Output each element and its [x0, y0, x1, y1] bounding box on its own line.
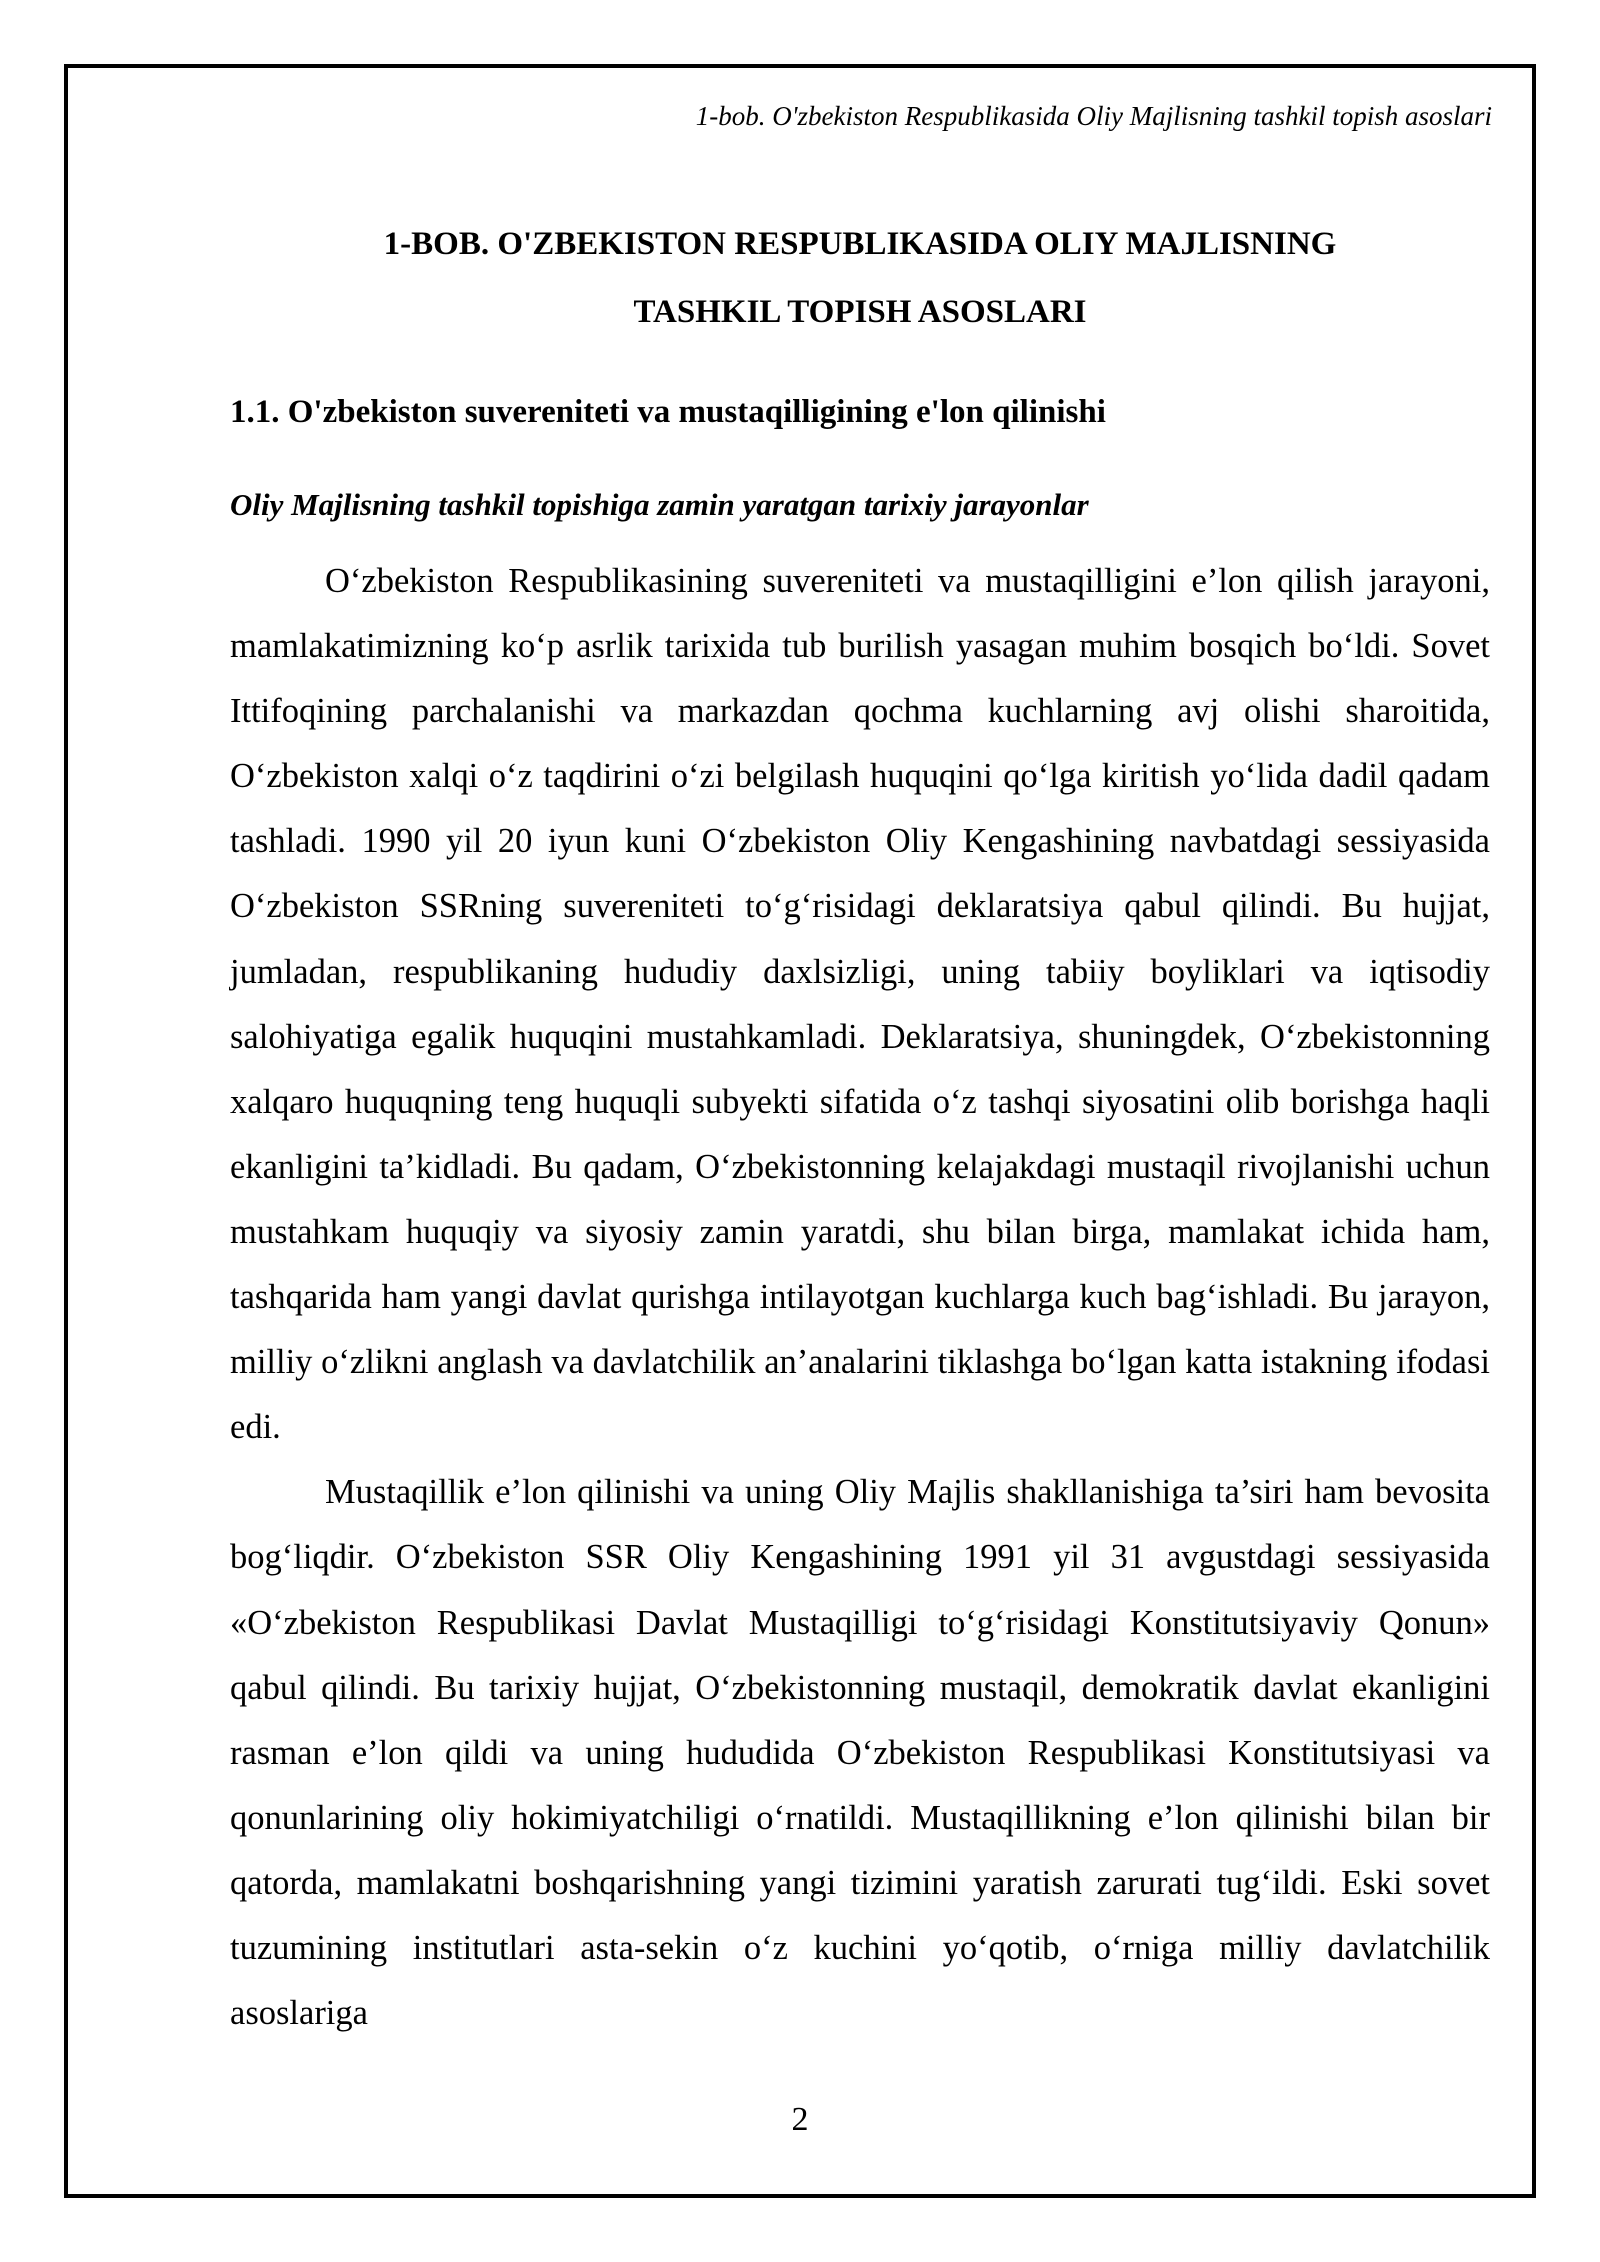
- page-number: 2: [791, 2101, 809, 2138]
- chapter-title: [230, 210, 1490, 346]
- paragraph-2: Mustaqillik e’lon qilinishi va uning Oliy Majlis shakllanishiga ta’siri ham bevosita bog‘liqdir. O‘zbekiston SSR Oliy Kengashining 1991 yil 31 avgustdagi sessiyasida «O‘zbekiston Respublikasi Davlat Mustaqilligi to‘g‘risidagi Konstitutsiyaviy Qonun» qabul qilindi. Bu tarixiy hujjat, O‘zbekistonning mustaqil, demokratik davlat ekanligini rasman e’lon qildi va uning hududida O‘zbekiston Respublikasi Konstitutsiyasi va qonunlarining oliy hokimiyatchiligi o‘rnatildi. Mustaqillikning e’lon qilinishi bilan bir qatorda, mamlakatni boshqarishning yangi tizimini yaratish zarurati tug‘ildi. Eski sovet tuzumining institutlari asta-sekin o‘z kuchini yo‘qotib, o‘rniga milliy davlatchilik asoslariga: [230, 1473, 1490, 2033]
- paragraph-1: O‘zbekiston Respublikasining suvereniteti va mustaqilligini e’lon qilish jarayoni, mamlakatimizning ko‘p asrlik tarixida tub burilish yasagan muhim bosqich bo‘ldi. Sovet Ittifoqining parchalanishi va markazdan qochma kuchlarning avj olishi sharoitida, O‘zbekiston xalqi o‘z taqdirini o‘zi belgilash huquqini qo‘lga kiritish yo‘lida dadil qadam tashladi. 1990 yil 20 iyun kuni O‘zbekiston Oliy Kengashining navbatdagi sessiyasida O‘zbekiston SSRning suvereniteti to‘g‘risidagi deklaratsiya qabul qilindi. Bu hujjat, jumladan, respublikaning hududiy daxlsizligi, uning tabiiy boyliklari va iqtisodiy salohiyatiga egalik huquqini mustahkamladi. Deklaratsiya, shuningdek, O‘zbekistonning xalqaro huquqning teng huquqli subyekti sifatida o‘z tashqi siyosatini olib borishga haqli ekanligini ta’kidladi. Bu qadam, O‘zbekistonning kelajakdagi mustaqil rivojlanishi uchun mustahkam huquqiy va siyosiy zamin yaratdi, shu bilan birga, mamlakat ichida ham, tashqarida ham yangi davlat qurishga intilayotgan kuchlarga kuch bag‘ishladi. Bu jarayon, milliy o‘zlikni anglash va davlatchilik an’analarini tiklashga bo‘lgan katta istakning ifodasi edi.: [230, 562, 1490, 1447]
- body-text: [230, 549, 1490, 2046]
- subsection-title: Oliy Majlisning tashkil topishiga zamin yaratgan tarixiy jarayonlar: [230, 487, 1089, 522]
- chapter-title-line-1: 1-BOB. O'ZBEKISTON RESPUBLIKASIDA OLIY MAJLISNING: [383, 226, 1337, 262]
- section-title: 1.1. O'zbekiston suvereniteti va mustaqilligining e'lon qilinishi: [230, 394, 1106, 430]
- chapter-title-line-2: TASHKIL TOPISH ASOSLARI: [633, 294, 1087, 330]
- running-header: 1-bob. O'zbekiston Respublikasida Oliy Majlisning tashkil topish asoslari: [695, 101, 1492, 131]
